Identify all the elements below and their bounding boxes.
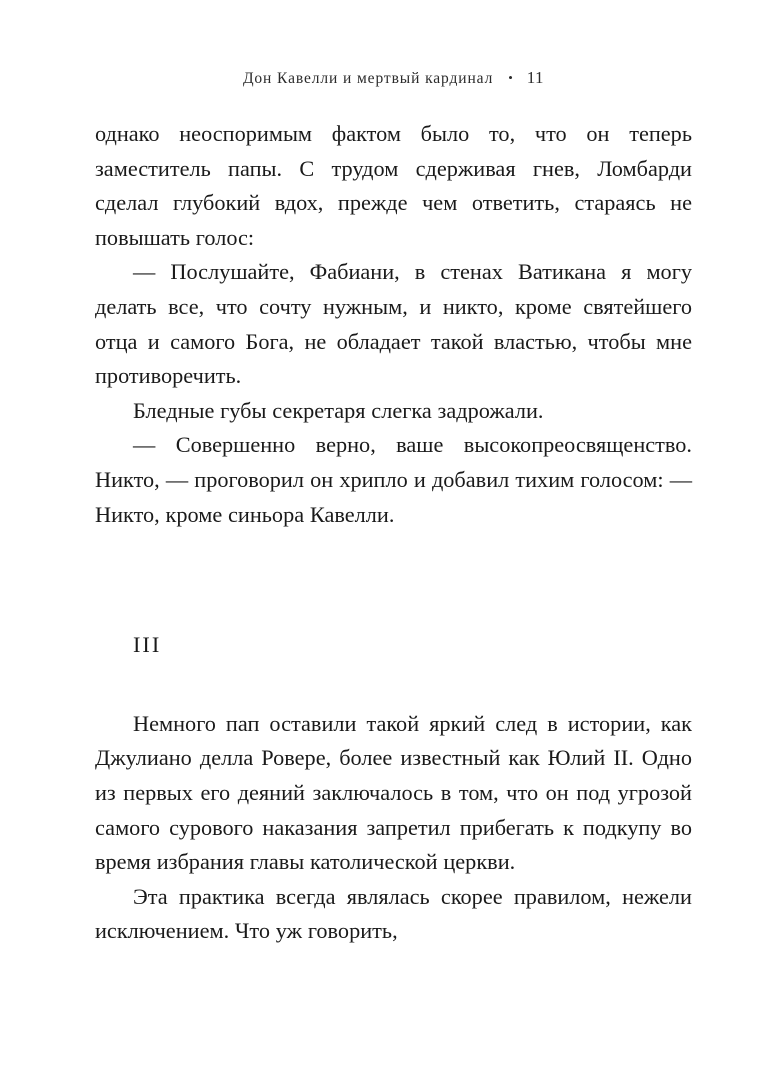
- page-number: 11: [526, 68, 545, 87]
- text-block: [95, 117, 692, 949]
- chapter-number: III: [133, 632, 162, 658]
- paragraph: однако неоспоримым фактом было то, что он теперь заместитель папы. С трудом сдерживая гнев, Ломбарди сделал глубокий вдох, прежде чем ответить, стараясь не повышать голос:: [95, 121, 692, 250]
- paragraph: — Послушайте, Фабиани, в стенах Ватикана я могу делать все, что сочту нужным, и никто, кроме святейшего отца и самого Бога, не обладает такой властью, чтобы мне противоречить.: [95, 259, 692, 389]
- running-header-title: Дон Кавелли и мертвый кардинал: [242, 70, 494, 87]
- paragraph: Немного пап оставили такой яркий след в истории, как Джулиано делла Ровере, более известный как Юлий II. Одно из первых его деяний заключалось в том, что он под угрозой самого сурового наказания запретил прибегать к подкупу во время избрания главы католической церкви.: [95, 710, 692, 875]
- paragraph: Эта практика всегда являлась скорее правилом, нежели исключением. Что уж говорить,: [95, 883, 692, 944]
- paragraph: — Совершенно верно, ваше высокопреосвященство. Никто, — проговорил он хрипло и добавил тихим голосом: — Никто, кроме синьора Кавелли.: [95, 432, 692, 527]
- running-header: [95, 68, 692, 94]
- spacer: [95, 532, 692, 628]
- bullet-separator-icon: •: [508, 70, 514, 85]
- paragraph: Бледные губы секретаря слегка задрожали.: [133, 397, 544, 423]
- spacer: [95, 663, 692, 707]
